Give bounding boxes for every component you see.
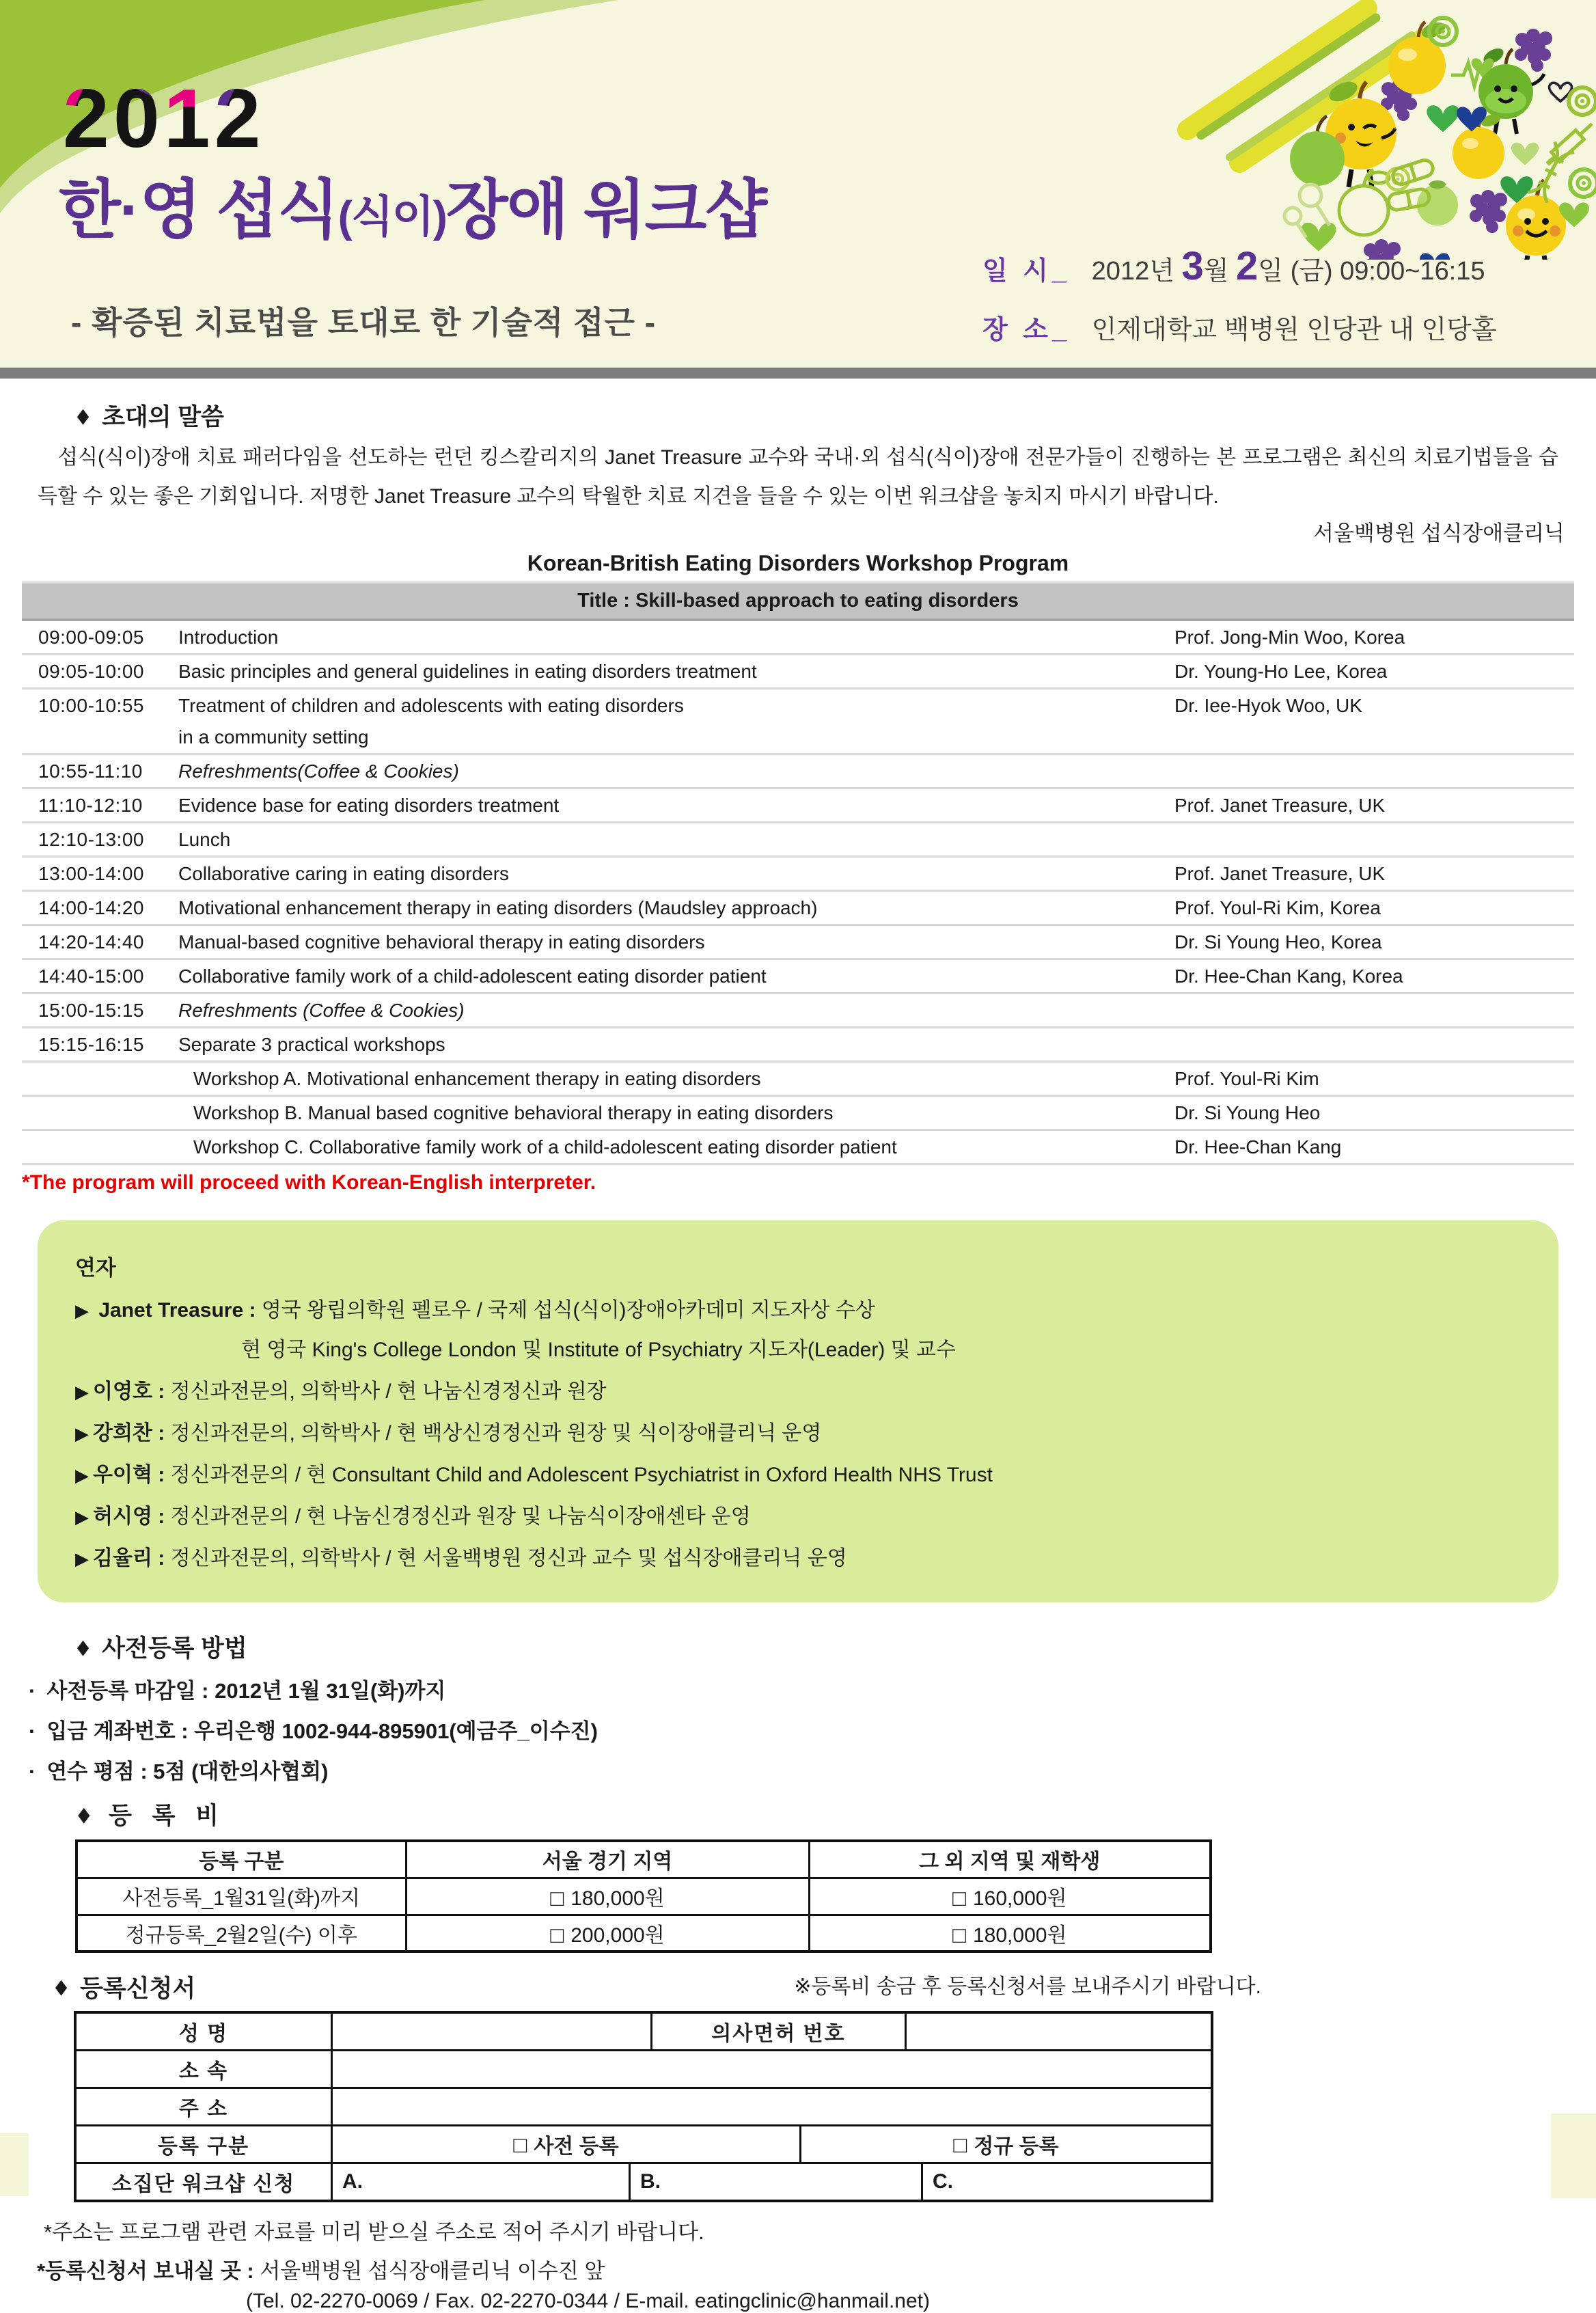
workshop-label: 소집단 워크샵 신청 xyxy=(111,2172,296,2195)
row-topic: Lunch xyxy=(178,829,231,850)
registration-heading-label: 사전등록 방법 xyxy=(102,1635,247,1662)
arrow-icon: ▶ xyxy=(75,1423,89,1444)
fee-header-row xyxy=(77,1841,1211,1878)
program-row xyxy=(22,1097,1574,1131)
event-info xyxy=(982,243,1497,346)
workshop-c-cell[interactable]: C. xyxy=(921,2164,1211,2200)
speaker-desc: 영국 왕립의학원 펠로우 / 국제 섭식(식이)장애아카데미 지도자상 수상 xyxy=(261,1299,875,1322)
speaker-item xyxy=(75,1293,1524,1323)
speaker-item xyxy=(75,1416,1524,1446)
row-topic: Refreshments(Coffee & Cookies) xyxy=(178,761,459,782)
row-time: 10:00-10:55 xyxy=(38,695,144,716)
fee-cell xyxy=(809,1915,1211,1952)
checkbox-icon[interactable]: □ xyxy=(952,1921,966,1947)
speaker-desc: 정신과전문의 / 현 Consultant Child and Adolescent Psychiatrist in Oxford Health NHS Trust xyxy=(170,1464,993,1486)
arrow-icon: ▶ xyxy=(75,1548,89,1569)
row-time: 14:40-15:00 xyxy=(38,966,144,987)
program-heading: Korean-British Eating Disorders Workshop Program xyxy=(527,551,1069,575)
row-topic: Refreshments (Coffee & Cookies) xyxy=(178,1000,465,1021)
speaker-desc-cont: 현 영국 King's College London 및 Institute of Psychiatry 지도자(Leader) 및 교수 xyxy=(241,1339,956,1361)
registration-deadline: 사전등록 마감일 : 2012년 1월 31일(화)까지 xyxy=(46,1679,446,1703)
program-row xyxy=(22,892,1574,926)
fee-cell xyxy=(809,1878,1211,1915)
fruit-collage-decoration xyxy=(1159,0,1596,260)
diamond-icon: ◆ xyxy=(78,1803,95,1826)
speaker-desc: 정신과전문의, 의학박사 / 현 백상신경정신과 원장 및 식이장애클리닉 운영 xyxy=(170,1422,822,1445)
invite-paragraph: 섭식(식이)장애 치료 패러다임을 선도하는 런던 킹스칼리지의 Janet Treasure 교수와 국내·외 섭식(식이)장애 전문가들이 진행하는 본 프로그램은 최신의 치료기법들을 습득할 수 있는 좋은 기회입니다. 저명한 Janet Treasure 교수의 탁월한 치료 지견을 들을 수 있는 이번 워크샵을 놓치지 마시기 바랍니다. xyxy=(38,446,1558,508)
separator: : xyxy=(152,1464,171,1486)
separator: : xyxy=(243,1299,262,1322)
interpreter-note: *The program will proceed with Korean-English interpreter. xyxy=(22,1171,596,1194)
name-input-cell[interactable] xyxy=(331,2014,650,2049)
registration-account: 입금 계좌번호 : 우리은행 1002-944-895901(예금주_이수진) xyxy=(46,1719,598,1743)
fee-col-seoul: 서울 경기 지역 xyxy=(406,1841,809,1878)
speaker-desc: 정신과전문의, 의학박사 / 현 서울백병원 정신과 교수 및 섭식장애클리닉 운영 xyxy=(170,1547,847,1570)
registration-bullet xyxy=(29,1673,1574,1704)
dot-icon: · xyxy=(29,1719,36,1743)
program-row xyxy=(22,689,1574,755)
fee-row-label: 사전등록_1월31일(화)까지 xyxy=(77,1878,406,1915)
registration-heading xyxy=(22,1630,1574,1664)
row-time: 09:05-10:00 xyxy=(38,661,144,682)
poster-header xyxy=(0,0,1596,368)
datetime-month-suffix: 월 xyxy=(1203,257,1229,286)
separator: : xyxy=(152,1505,171,1528)
fee-heading xyxy=(22,1797,1574,1831)
checkbox-icon[interactable]: □ xyxy=(550,1885,564,1911)
speaker-name: 우이혁 xyxy=(93,1464,152,1486)
license-input-cell[interactable] xyxy=(905,2014,1211,2049)
checkbox-icon[interactable]: □ xyxy=(953,2131,967,2157)
invite-heading xyxy=(22,398,1574,433)
row-topic: Motivational enhancement therapy in eating disorders (Maudsley approach) xyxy=(178,897,818,918)
address-input-cell[interactable] xyxy=(331,2089,1211,2124)
datetime-day: 2 xyxy=(1236,244,1258,288)
separator: : xyxy=(152,1547,171,1570)
row-speaker: Prof. Youl-Ri Kim, Korea xyxy=(1174,897,1381,918)
separator: : xyxy=(152,1380,171,1403)
footnote-sendto xyxy=(37,2254,1574,2284)
arrow-icon: ▶ xyxy=(75,1382,89,1402)
row-topic: Collaborative family work of a child-adolescent eating disorder patient xyxy=(178,966,767,987)
datetime-day-suffix: 일 xyxy=(1258,257,1284,286)
dot-icon: · xyxy=(29,1679,36,1703)
row-time: 15:15-16:15 xyxy=(38,1034,144,1055)
program-row xyxy=(22,994,1574,1028)
speaker-item xyxy=(75,1374,1524,1404)
speaker-name: 강희찬 xyxy=(93,1422,152,1445)
footnote-contact: (Tel. 02-2270-0069 / Fax. 02-2270-0344 / E-mail. eatingclinic@hanmail.net) xyxy=(246,2289,930,2312)
row-speaker: Dr. Hee-Chan Kang, Korea xyxy=(1174,966,1403,987)
fee-row xyxy=(77,1878,1211,1915)
datetime-year: 2012년 xyxy=(1091,257,1174,286)
speaker-name: 김율리 xyxy=(93,1547,152,1570)
datetime-time: (금) 09:00~16:15 xyxy=(1290,257,1485,286)
program-row xyxy=(22,789,1574,823)
row-time: 09:00-09:05 xyxy=(38,627,144,648)
program-row xyxy=(22,1028,1574,1063)
fee-amount: 180,000원 xyxy=(570,1887,665,1910)
workshop-b-cell[interactable]: B. xyxy=(629,2164,921,2200)
row-topic: Workshop A. Motivational enhancement therapy in eating disorders xyxy=(193,1068,761,1089)
checkbox-icon[interactable]: □ xyxy=(550,1921,564,1947)
program-row xyxy=(22,755,1574,789)
pre-registration-option[interactable] xyxy=(331,2126,799,2162)
affiliation-label: 소 속 xyxy=(178,2059,229,2083)
regular-registration-label: 정규 등록 xyxy=(974,2135,1059,2158)
row-time: 14:00-14:20 xyxy=(38,897,144,918)
poster-subtitle: - 확증된 치료법을 토대로 한 기술적 접근 - xyxy=(71,305,657,340)
speaker-item xyxy=(75,1457,1524,1488)
speaker-name: 허시영 xyxy=(93,1505,152,1528)
invite-signature: 서울백병원 섭식장애클리닉 xyxy=(1313,521,1565,545)
speaker-item xyxy=(75,1499,1524,1529)
address-label: 주 소 xyxy=(178,2097,229,2120)
location-value: 인제대학교 백병원 인당관 내 인당홀 xyxy=(1091,316,1497,344)
location-label: 장 소_ xyxy=(982,316,1071,344)
poster-main-title: 한·영 섭식(식이)장애 워크샵 xyxy=(59,174,767,245)
fee-col-type: 등록 구분 xyxy=(77,1841,406,1878)
event-datetime xyxy=(982,243,1497,289)
year-title: 2012 xyxy=(63,72,265,165)
program-row xyxy=(22,621,1574,655)
row-time: 12:10-13:00 xyxy=(38,829,144,850)
form-row-affiliation xyxy=(77,2049,1211,2087)
fee-cell xyxy=(406,1915,809,1952)
row-topic: Workshop C. Collaborative family work of a child-adolescent eating disorder patient xyxy=(193,1136,897,1158)
row-topic: Separate 3 practical workshops xyxy=(178,1034,445,1055)
form-row-workshop xyxy=(77,2162,1211,2200)
fee-heading-label: 등 록 비 xyxy=(109,1803,225,1829)
form-heading-row xyxy=(22,1969,1574,2004)
row-speaker: Prof. Janet Treasure, UK xyxy=(1174,863,1386,884)
fee-cell xyxy=(406,1878,809,1915)
diamond-icon: ◆ xyxy=(77,1635,90,1658)
datetime-label: 일 시_ xyxy=(982,257,1071,286)
poster-body xyxy=(0,381,1596,2313)
speaker-item xyxy=(75,1541,1524,1571)
header-divider xyxy=(0,368,1596,381)
row-topic: Introduction xyxy=(178,627,279,648)
dot-icon: · xyxy=(29,1760,36,1783)
registration-bullet xyxy=(29,1714,1574,1744)
workshop-a-cell[interactable]: A. xyxy=(331,2164,629,2200)
fee-amount: 160,000원 xyxy=(973,1887,1067,1910)
row-topic: Manual-based cognitive behavioral therapy in eating disorders xyxy=(178,931,705,953)
arrow-icon: ▶ xyxy=(75,1507,89,1527)
diamond-icon: ◆ xyxy=(77,404,90,427)
row-speaker: Prof. Youl-Ri Kim xyxy=(1174,1068,1319,1089)
row-speaker: Prof. Jong-Min Woo, Korea xyxy=(1174,627,1405,648)
separator: : xyxy=(152,1422,171,1445)
program-title-bar: Title : Skill-based approach to eating disorders xyxy=(22,581,1574,621)
invite-heading-label: 초대의 말씀 xyxy=(102,404,224,430)
bottom-right-decoration xyxy=(1551,2113,1596,2198)
row-speaker: Prof. Janet Treasure, UK xyxy=(1174,795,1386,816)
regtype-label: 등록 구분 xyxy=(157,2135,250,2158)
footnote-sendto-label: *등록신청서 보내실 곳 : xyxy=(37,2258,254,2283)
row-topic: Basic principles and general guidelines in eating disorders treatment xyxy=(178,661,757,682)
program-row xyxy=(22,926,1574,960)
program-row xyxy=(22,960,1574,994)
row-time: 10:55-11:10 xyxy=(38,761,143,782)
datetime-month: 3 xyxy=(1181,244,1204,288)
affiliation-input-cell[interactable] xyxy=(331,2051,1211,2087)
fee-row-label: 정규등록_2월2일(수) 이후 xyxy=(77,1915,406,1952)
speaker-desc: 정신과전문의 / 현 나눔신경정신과 원장 및 나눔식이장애센타 운영 xyxy=(170,1505,751,1528)
row-speaker: Dr. Si Young Heo xyxy=(1174,1102,1321,1123)
row-time: 13:00-14:00 xyxy=(38,863,144,884)
checkbox-icon[interactable]: □ xyxy=(952,1885,966,1911)
program-table xyxy=(22,581,1574,1165)
row-speaker: Dr. Si Young Heo, Korea xyxy=(1174,931,1382,953)
program-row xyxy=(22,823,1574,858)
form-heading xyxy=(22,1970,195,2004)
row-topic: Collaborative caring in eating disorders xyxy=(178,863,510,884)
fee-col-other: 그 외 지역 및 재학생 xyxy=(809,1841,1211,1878)
speaker-desc: 정신과전문의, 의학박사 / 현 나눔신경정신과 원장 xyxy=(170,1380,607,1403)
program-row xyxy=(22,1063,1574,1097)
license-label: 의사면허 번호 xyxy=(650,2014,905,2049)
fee-amount: 200,000원 xyxy=(570,1924,665,1947)
checkbox-icon[interactable]: □ xyxy=(513,2131,527,2157)
row-speaker: Dr. Iee-Hyok Woo, UK xyxy=(1174,695,1362,716)
fee-amount: 180,000원 xyxy=(973,1924,1067,1947)
row-time: 11:10-12:10 xyxy=(38,795,143,816)
arrow-icon: ▶ xyxy=(75,1465,89,1486)
program-row xyxy=(22,858,1574,892)
row-topic: Treatment of children and adolescents with eating disorders in a community setting xyxy=(178,695,684,748)
form-row-regtype xyxy=(77,2124,1211,2162)
row-time: 14:20-14:40 xyxy=(38,931,144,953)
registration-bullet xyxy=(29,1754,1574,1785)
footnote-address: *주소는 프로그램 관련 자료를 미리 받으실 주소로 적어 주시기 바랍니다. xyxy=(44,2219,704,2244)
fee-row xyxy=(77,1915,1211,1952)
row-topic: Evidence base for eating disorders treatment xyxy=(178,795,560,816)
speaker-name: 이영호 xyxy=(93,1380,152,1403)
footnote-sendto-value: 서울백병원 섭식장애클리닉 이수진 앞 xyxy=(253,2258,605,2283)
fee-table xyxy=(75,1839,1212,1953)
regular-registration-option[interactable] xyxy=(799,2126,1211,2162)
form-row-address xyxy=(77,2087,1211,2124)
registration-credit: 연수 평점 : 5점 (대한의사협회) xyxy=(46,1760,329,1783)
form-note: ※등록비 송금 후 등록신청서를 보내주시기 바랍니다. xyxy=(794,1975,1261,1998)
row-time: 15:00-15:15 xyxy=(38,1000,144,1021)
name-label: 성 명 xyxy=(178,2022,229,2045)
form-heading-label: 등록신청서 xyxy=(80,1975,196,2002)
pre-registration-label: 사전 등록 xyxy=(534,2135,619,2158)
program-row xyxy=(22,655,1574,689)
speakers-heading: 연자 xyxy=(75,1256,116,1280)
row-topic: Workshop B. Manual based cognitive behavioral therapy in eating disorders xyxy=(193,1102,834,1123)
speakers-box xyxy=(38,1220,1558,1602)
bottom-left-decoration xyxy=(0,2133,29,2196)
speaker-name: Janet Treasure xyxy=(98,1299,244,1322)
diamond-icon: ◆ xyxy=(55,1975,68,1998)
arrow-icon: ▶ xyxy=(75,1300,89,1321)
event-location xyxy=(982,308,1497,346)
form-row-name xyxy=(77,2014,1211,2049)
row-speaker: Dr. Young-Ho Lee, Korea xyxy=(1174,661,1388,682)
row-speaker: Dr. Hee-Chan Kang xyxy=(1174,1136,1342,1158)
application-form-table xyxy=(74,2011,1213,2202)
program-row xyxy=(22,1131,1574,1165)
